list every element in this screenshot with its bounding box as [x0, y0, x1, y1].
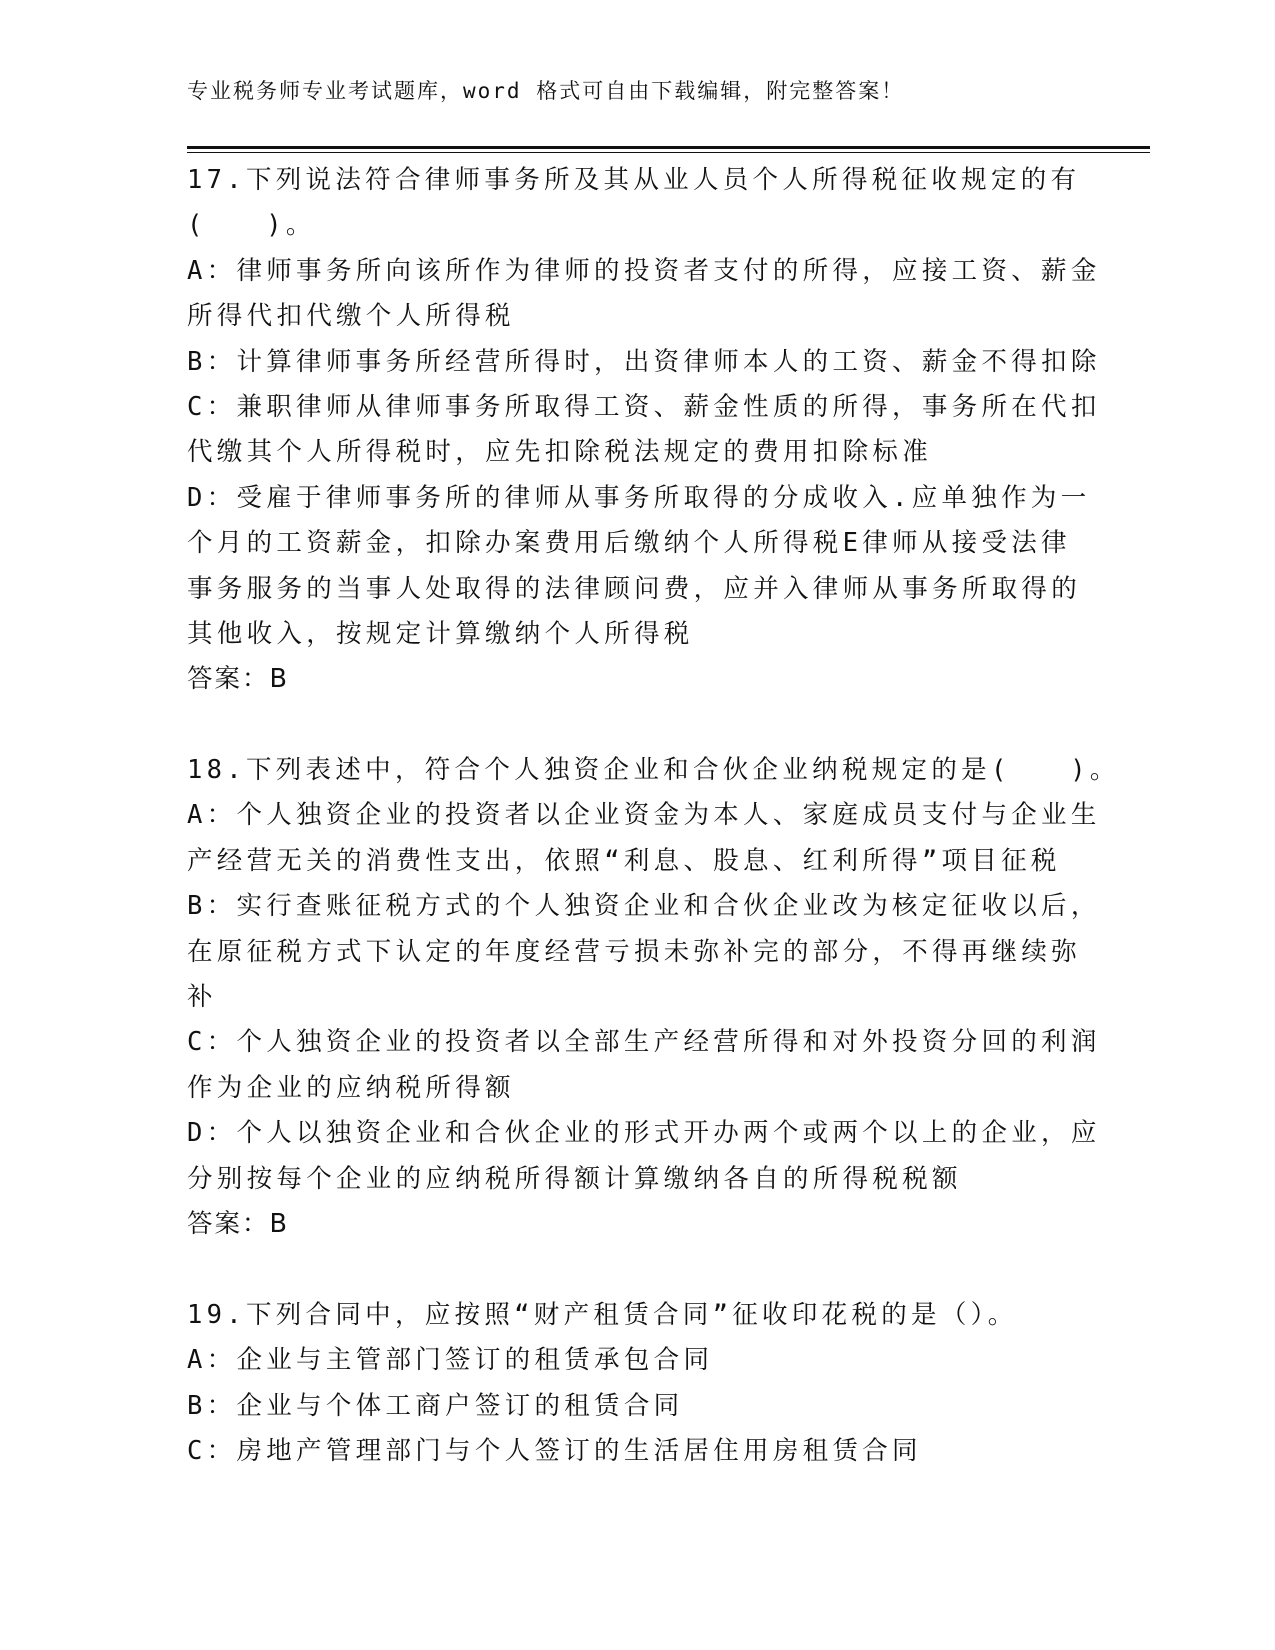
option-b: B：企业与个体工商户签订的租赁合同: [187, 1390, 684, 1421]
option-b: B：实行查账征税方式的个人独资企业和合伙企业改为核定征收以后，: [187, 891, 1101, 922]
option-c: C：房地产管理部门与个人签订的生活居住用房租赁合同: [187, 1435, 922, 1466]
question-list: [187, 158, 1120, 1474]
option-b: 补: [187, 982, 217, 1013]
option-d: 分别按每个企业的应纳税所得额计算缴纳各自的所得税税额: [187, 1163, 962, 1194]
option-c: C：兼职律师从律师事务所取得工资、薪金性质的所得，事务所在代扣: [187, 391, 1101, 422]
answer-label: 答案：B: [187, 664, 289, 695]
option-c: 代缴其个人所得税时，应先扣除税法规定的费用扣除标准: [187, 437, 933, 468]
option-b: B：计算律师事务所经营所得时，出资律师本人的工资、薪金不得扣除: [187, 346, 1101, 377]
question-18: [187, 748, 1120, 1247]
option-d: 事务服务的当事人处取得的法律顾问费，应并入律师从事务所取得的: [187, 573, 1082, 604]
option-a: A：企业与主管部门签订的租赁承包合同: [187, 1345, 714, 1376]
header-rule-thick: [187, 146, 1150, 149]
option-b: 在原征税方式下认定的年度经营亏损未弥补完的部分，不得再继续弥: [187, 936, 1082, 967]
page-header: 专业税务师专业考试题库，word 格式可自由下载编辑，附完整答案！: [187, 79, 905, 103]
option-d: D：个人以独资企业和合伙企业的形式开办两个或两个以上的企业，应: [187, 1118, 1101, 1149]
question-text: 17.下列说法符合律师事务所及其从业人员个人所得税征收规定的有: [187, 165, 1081, 195]
option-d: 其他收入，按规定计算缴纳个人所得税: [187, 618, 694, 649]
option-a: 所得代扣代缴个人所得税: [187, 301, 515, 332]
spacer: [187, 1247, 1087, 1292]
option-a: A：个人独资企业的投资者以企业资金为本人、家庭成员支付与企业生: [187, 800, 1101, 831]
option-a: 产经营无关的消费性支出，依照“利息、股息、红利所得”项目征税: [187, 845, 1061, 876]
option-c: C：个人独资企业的投资者以全部生产经营所得和对外投资分回的利润: [187, 1027, 1101, 1058]
question-text: 18.下列表述中，符合个人独资企业和合伙企业纳税规定的是( )。: [187, 755, 1120, 786]
question-text: 19.下列合同中，应按照“财产租赁合同”征收印花税的是（）。: [187, 1299, 1018, 1330]
option-d: D：受雇于律师事务所的律师从事务所取得的分成收入.应单独作为一: [187, 482, 1091, 513]
answer-label: 答案：B: [187, 1208, 289, 1239]
header-rule-thin: [187, 152, 1150, 153]
option-d: 个月的工资薪金，扣除办案费用后缴纳个人所得税E律师从接受法律: [187, 528, 1071, 559]
question-17: [187, 158, 1101, 703]
spacer: [187, 703, 1087, 748]
option-a: A：律师事务所向该所作为律师的投资者支付的所得，应接工资、薪金: [187, 255, 1101, 286]
option-c: 作为企业的应纳税所得额: [187, 1072, 515, 1103]
question-19: [187, 1293, 1087, 1475]
question-text: ( )。: [187, 210, 316, 241]
